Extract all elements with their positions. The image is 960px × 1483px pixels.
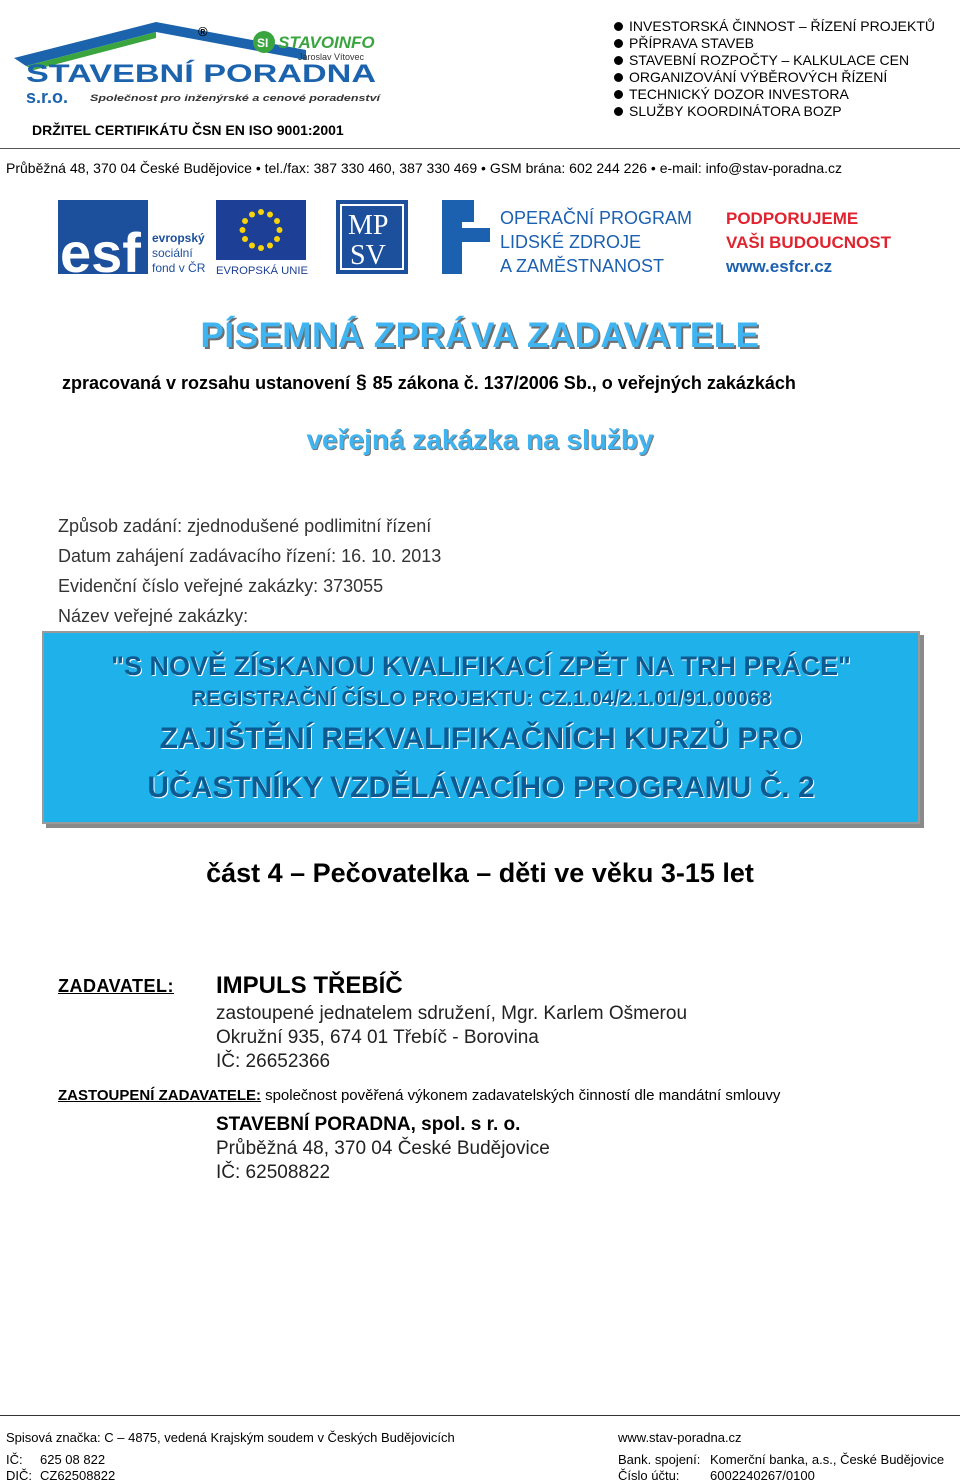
logo-sro: s.r.o. <box>26 87 69 107</box>
representation-text: společnost pověřená výkonem zadavatelských činností dle mandátní smlouvy <box>265 1087 781 1104</box>
footer-divider <box>0 1415 960 1416</box>
logo-brand: STAVEBNÍ PORADNA <box>26 60 283 88</box>
svg-text:VAŠI BUDOUCNOST: VAŠI BUDOUCNOST <box>726 233 891 252</box>
stavoinfo-name: STAVOINFO <box>278 33 375 52</box>
service-item: SLUŽBY KOORDINÁTORA BOZP <box>614 103 935 120</box>
start-date: Datum zahájení zadávacího řízení: 16. 10. 2013 <box>58 546 442 566</box>
stavoinfo-sub: Jaroslav Vítovec <box>298 52 365 62</box>
project-subject-line2: ÚČASTNÍKY VZDĚLÁVACÍHO PROGRAMU Č. 2 <box>147 771 815 804</box>
footer-dic-value: CZ62508822 <box>40 1468 116 1483</box>
svg-text:MP: MP <box>348 210 389 241</box>
document-title: PÍSEMNÁ ZPRÁVA ZADAVATELE <box>200 316 760 355</box>
contract-number: Evidenční číslo veřejné zakázky: 373055 <box>58 576 384 596</box>
service-item: TECHNICKÝ DOZOR INVESTORA <box>614 86 935 103</box>
bullet-icon <box>614 22 623 31</box>
contact-line: Průběžná 48, 370 04 České Budějovice • tel./fax: 387 330 460, 387 330 469 • GSM brána: 602 244 226 • e-mail: info@stav-poradna.cz <box>6 160 843 176</box>
svg-text:OPERAČNÍ PROGRAM: OPERAČNÍ PROGRAM <box>500 208 693 228</box>
footer-ic-label: IČ: <box>6 1452 23 1467</box>
contract-name-label: Název veřejné zakázky: <box>58 606 249 626</box>
svg-text:sociální: sociální <box>152 246 193 260</box>
footer-dic-label: DIČ: <box>6 1468 32 1483</box>
footer-account-value: 6002240267/0100 <box>710 1468 815 1483</box>
footer-bank-label: Bank. spojení: <box>618 1452 701 1467</box>
footer-website[interactable]: www.stav-poradna.cz <box>618 1430 742 1445</box>
header-divider <box>0 148 960 149</box>
representation-line <box>58 1087 780 1104</box>
bullet-icon <box>614 107 623 116</box>
svg-text:www.esfcr.cz: www.esfcr.cz <box>726 257 833 276</box>
support-logo <box>725 209 892 276</box>
client-representative: zastoupené jednatelem sdružení, Mgr. Karlem Ošmerou <box>216 1003 688 1024</box>
footer-bank-value: Komerční banka, a.s., České Budějovice <box>710 1452 945 1467</box>
svg-text:LIDSKÉ ZDROJE: LIDSKÉ ZDROJE <box>500 232 642 252</box>
representation-label: ZASTOUPENÍ ZADAVATELE: <box>58 1087 262 1104</box>
svg-text:PODPORUJEME: PODPORUJEME <box>726 209 859 228</box>
client-label: ZADAVATEL: <box>58 976 174 996</box>
client-name: IMPULS TŘEBÍČ <box>216 972 403 999</box>
project-box <box>42 631 920 824</box>
bullet-icon <box>614 39 623 48</box>
stavoinfo-si: SI <box>257 36 269 50</box>
award-method: Způsob zadání: zjednodušené podlimitní řízení <box>58 516 432 536</box>
bullet-icon <box>614 73 623 82</box>
representative-ic: IČ: 62508822 <box>216 1162 331 1183</box>
footer-registration: Spisová značka: C – 4875, vedená Krajským soudem v Českých Budějovicích <box>6 1430 455 1445</box>
services-list <box>614 18 935 120</box>
law-reference: zpracovaná v rozsahu ustanovení § 85 zákona č. 137/2006 Sb., o veřejných zakázkách <box>62 372 796 393</box>
client-address: Okružní 935, 674 01 Třebíč - Borovina <box>216 1027 539 1048</box>
representative-name: STAVEBNÍ PORADNA, spol. s r. o. <box>216 1114 521 1135</box>
stavebni-poradna-logo <box>6 0 396 118</box>
op-lzz-logo <box>442 200 692 276</box>
mpsv-logo <box>336 200 408 274</box>
svg-text:fond v ČR: fond v ČR <box>152 261 206 275</box>
bullet-icon <box>614 90 623 99</box>
service-item: ORGANIZOVÁNÍ VÝBĚROVÝCH ŘÍZENÍ <box>614 69 935 86</box>
service-item: INVESTORSKÁ ČINNOST – ŘÍZENÍ PROJEKTŮ <box>614 18 935 35</box>
svg-text:A ZAMĚSTNANOST: A ZAMĚSTNANOST <box>500 256 665 276</box>
registration-number: REGISTRAČNÍ ČÍSLO PROJEKTU: CZ.1.04/2.1.01/91.00068 <box>190 687 772 710</box>
eu-label: EVROPSKÁ UNIE <box>216 265 306 277</box>
project-subject-line1: ZAJIŠTĚNÍ REKVALIFIKAČNÍCH KURZŮ PRO <box>159 722 803 755</box>
representative-address: Průběžná 48, 370 04 České Budějovice <box>216 1138 550 1159</box>
footer-account-label: Číslo účtu: <box>618 1468 680 1483</box>
esf-mark: esf <box>60 221 141 278</box>
client-ic: IČ: 26652366 <box>216 1051 331 1072</box>
registered-mark: ® <box>198 24 208 39</box>
project-name: "S NOVĚ ZÍSKANOU KVALIFIKACÍ ZPĚT NA TRH PRÁCE" <box>111 651 851 681</box>
bullet-icon <box>614 56 623 65</box>
logo-tagline: Společnost pro inženýrské a cenové poradenství <box>90 93 382 104</box>
paragraph-mark: § <box>356 372 367 393</box>
eu-funding-logos <box>58 198 908 278</box>
esf-logo <box>58 200 206 278</box>
svg-text:evropský: evropský <box>152 231 205 245</box>
contract-type: veřejná zakázka na služby <box>306 424 654 455</box>
svg-text:SV: SV <box>350 240 386 271</box>
footer-ic-value: 625 08 822 <box>40 1452 106 1467</box>
service-item: PŘÍPRAVA STAVEB <box>614 35 935 52</box>
contract-part: část 4 – Pečovatelka – děti ve věku 3-15 let <box>206 858 754 888</box>
eu-flag-logo <box>216 200 308 277</box>
certificate-label: DRŽITEL CERTIFIKÁTU ČSN EN ISO 9001:2001 <box>32 122 344 138</box>
service-item: STAVEBNÍ ROZPOČTY – KALKULACE CEN <box>614 52 935 69</box>
